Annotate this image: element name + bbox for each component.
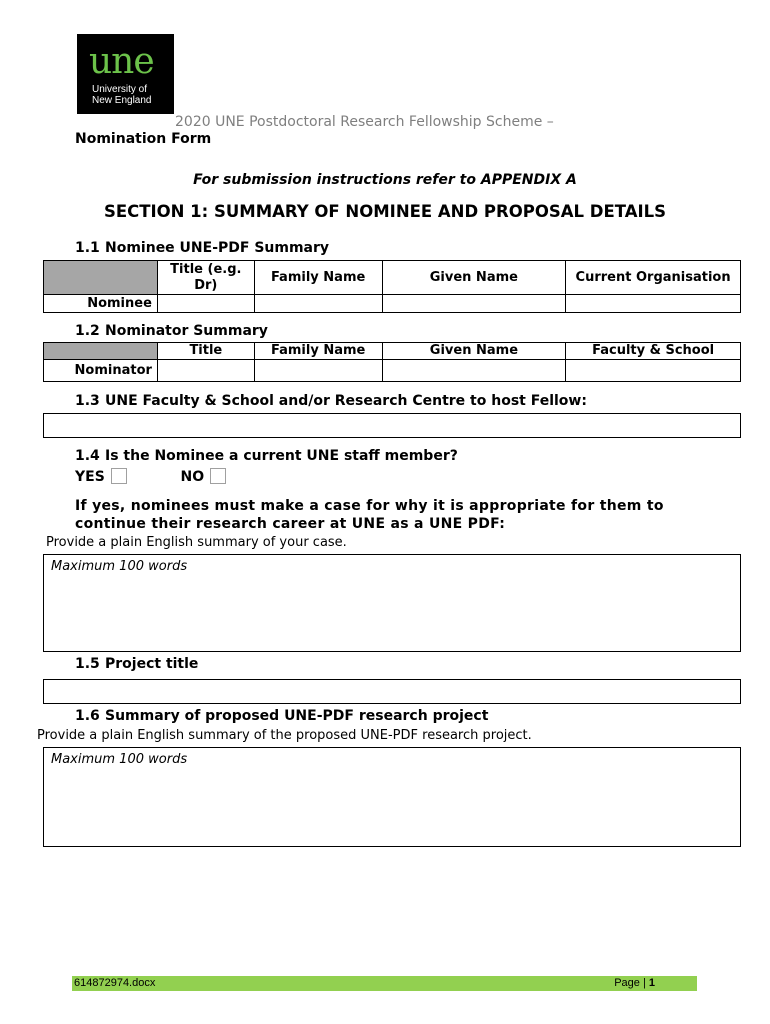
subsection-1-6-heading xyxy=(75,708,488,724)
case-question: If yes, nominees must make a case for why it is appropriate for them to continue their research career at UNE as a UNE PDF: xyxy=(75,498,664,532)
header-corner-cell xyxy=(44,261,158,295)
subsection-1-1-heading xyxy=(75,240,329,256)
footer-page-indicator xyxy=(614,976,655,991)
subsection-title: Is the Nominee a current UNE staff member? xyxy=(105,448,458,464)
nominator-title-cell[interactable] xyxy=(157,360,254,382)
subsection-number: 1.1 xyxy=(75,240,100,256)
subsection-title: Nominator Summary xyxy=(105,323,268,339)
yes-label: YES xyxy=(75,469,105,485)
nominator-faculty-school-cell[interactable] xyxy=(566,360,741,382)
submission-instructions: For submission instructions refer to APPENDIX A xyxy=(193,172,577,188)
subsection-1-4-heading xyxy=(75,448,458,464)
subsection-1-3-heading xyxy=(75,393,587,409)
table-header-row xyxy=(44,261,741,295)
word-limit-hint: Maximum 100 words xyxy=(51,559,188,574)
scheme-title: 2020 UNE Postdoctoral Research Fellowship Scheme – xyxy=(175,114,554,130)
col-header-given-name: Given Name xyxy=(382,343,566,360)
row-label-nominee: Nominee xyxy=(44,295,158,313)
project-plain-summary-prompt: Provide a plain English summary of the proposed UNE-PDF research project. xyxy=(37,728,532,743)
subsection-title: UNE Faculty & School and/or Research Centre to host Fellow: xyxy=(105,393,587,409)
logo-line-1: University of xyxy=(92,84,148,95)
nominator-table xyxy=(43,342,741,382)
form-title: Nomination Form xyxy=(75,131,212,147)
footer-page-label: Page | xyxy=(614,977,649,989)
project-summary-textarea[interactable] xyxy=(43,747,741,847)
nominee-table xyxy=(43,260,741,313)
table-row xyxy=(44,360,741,382)
page-footer xyxy=(72,976,697,991)
project-title-field[interactable] xyxy=(43,679,741,704)
case-summary-textarea[interactable] xyxy=(43,554,741,652)
col-header-faculty-school: Faculty & School xyxy=(566,343,741,360)
col-header-given-name: Given Name xyxy=(382,261,566,295)
logo-text xyxy=(92,84,151,106)
col-header-current-organisation: Current Organisation xyxy=(566,261,741,295)
nominee-family-name-cell[interactable] xyxy=(254,295,382,313)
table-row xyxy=(44,295,741,313)
col-header-title: Title (e.g. Dr) xyxy=(157,261,254,295)
subsection-1-5-heading xyxy=(75,656,198,672)
logo-wordmark: une xyxy=(89,41,154,82)
header-corner-cell xyxy=(44,343,158,360)
section-heading: SECTION 1: SUMMARY OF NOMINEE AND PROPOSAL DETAILS xyxy=(103,202,667,221)
footer-filename: 614872974.docx xyxy=(74,977,156,989)
no-checkbox[interactable] xyxy=(210,468,226,484)
subsection-number: 1.6 xyxy=(75,708,100,724)
nominator-given-name-cell[interactable] xyxy=(382,360,566,382)
staff-member-options xyxy=(75,468,226,485)
nominator-family-name-cell[interactable] xyxy=(254,360,382,382)
subsection-number: 1.2 xyxy=(75,323,100,339)
subsection-number: 1.5 xyxy=(75,656,100,672)
host-faculty-field[interactable] xyxy=(43,413,741,438)
col-header-family-name: Family Name xyxy=(254,261,382,295)
nominee-title-cell[interactable] xyxy=(157,295,254,313)
footer-page-number: 1 xyxy=(648,977,655,989)
subsection-1-2-heading xyxy=(75,323,268,339)
row-label-nominator: Nominator xyxy=(44,360,158,382)
subsection-title: Project title xyxy=(105,656,199,672)
col-header-family-name: Family Name xyxy=(254,343,382,360)
word-limit-hint: Maximum 100 words xyxy=(51,752,188,767)
subsection-number: 1.4 xyxy=(75,448,100,464)
col-header-title: Title xyxy=(157,343,254,360)
logo-line-2: New England xyxy=(92,95,152,106)
subsection-title: Summary of proposed UNE-PDF research project xyxy=(105,708,489,724)
nominee-given-name-cell[interactable] xyxy=(382,295,566,313)
nominee-organisation-cell[interactable] xyxy=(566,295,741,313)
subsection-number: 1.3 xyxy=(75,393,100,409)
table-header-row xyxy=(44,343,741,360)
une-logo xyxy=(77,34,174,114)
no-label: NO xyxy=(180,469,205,485)
subsection-title: Nominee UNE-PDF Summary xyxy=(105,240,330,256)
case-plain-summary-prompt: Provide a plain English summary of your case. xyxy=(46,535,347,550)
yes-checkbox[interactable] xyxy=(111,468,127,484)
